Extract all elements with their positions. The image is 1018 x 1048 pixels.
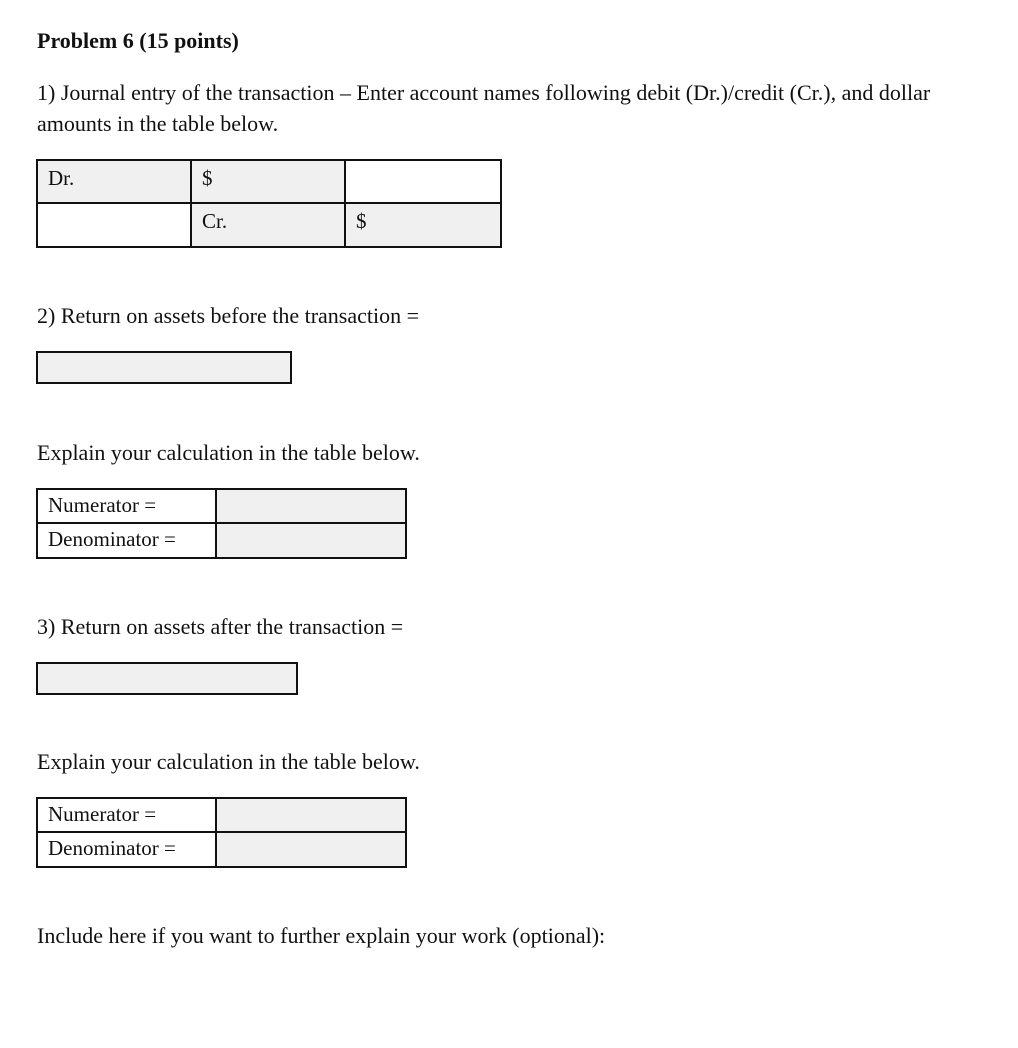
roa-after-denominator-input[interactable]: [217, 833, 405, 867]
part3-explain-text: Explain your calculation in the table below.: [37, 749, 420, 774]
optional-explanation-prompt: Include here if you want to further explain your work (optional):: [37, 923, 606, 948]
credit-label: Cr.: [202, 208, 228, 233]
part2-prompt: 2) Return on assets before the transaction =: [37, 303, 420, 328]
roa-before-denominator-input[interactable]: [217, 524, 405, 558]
roa-after-numerator-input[interactable]: [217, 799, 405, 833]
denominator-label: Denominator =: [38, 833, 217, 867]
debit-dollar-sign: $: [202, 166, 213, 190]
numerator-label: Numerator =: [38, 799, 217, 833]
debit-amount-input[interactable]: [192, 161, 346, 204]
journal-entry-table: [36, 159, 502, 248]
debit-empty-cell: [346, 161, 500, 204]
roa-after-input[interactable]: [36, 662, 298, 695]
roa-before-numerator-input[interactable]: [217, 490, 405, 524]
credit-account-input[interactable]: [192, 204, 346, 247]
roa-before-calculation-table: [36, 488, 407, 559]
part3-prompt: 3) Return on assets after the transaction =: [37, 614, 404, 639]
credit-amount-input[interactable]: [346, 204, 500, 247]
credit-dollar-sign: $: [356, 208, 367, 233]
problem-title: Problem 6 (15 points): [37, 28, 239, 53]
roa-before-input[interactable]: [36, 351, 292, 384]
part1-prompt: 1) Journal entry of the transaction – Enter account names following debit (Dr.)/credit (Cr.), and dollar amounts in the table below.: [37, 80, 931, 136]
denominator-label: Denominator =: [38, 524, 217, 558]
roa-after-calculation-table: [36, 797, 407, 868]
debit-account-input[interactable]: [38, 161, 192, 204]
numerator-label: Numerator =: [38, 490, 217, 524]
credit-empty-cell: [38, 204, 192, 247]
debit-label: Dr.: [48, 166, 75, 190]
part2-explain-text: Explain your calculation in the table below.: [37, 440, 420, 465]
